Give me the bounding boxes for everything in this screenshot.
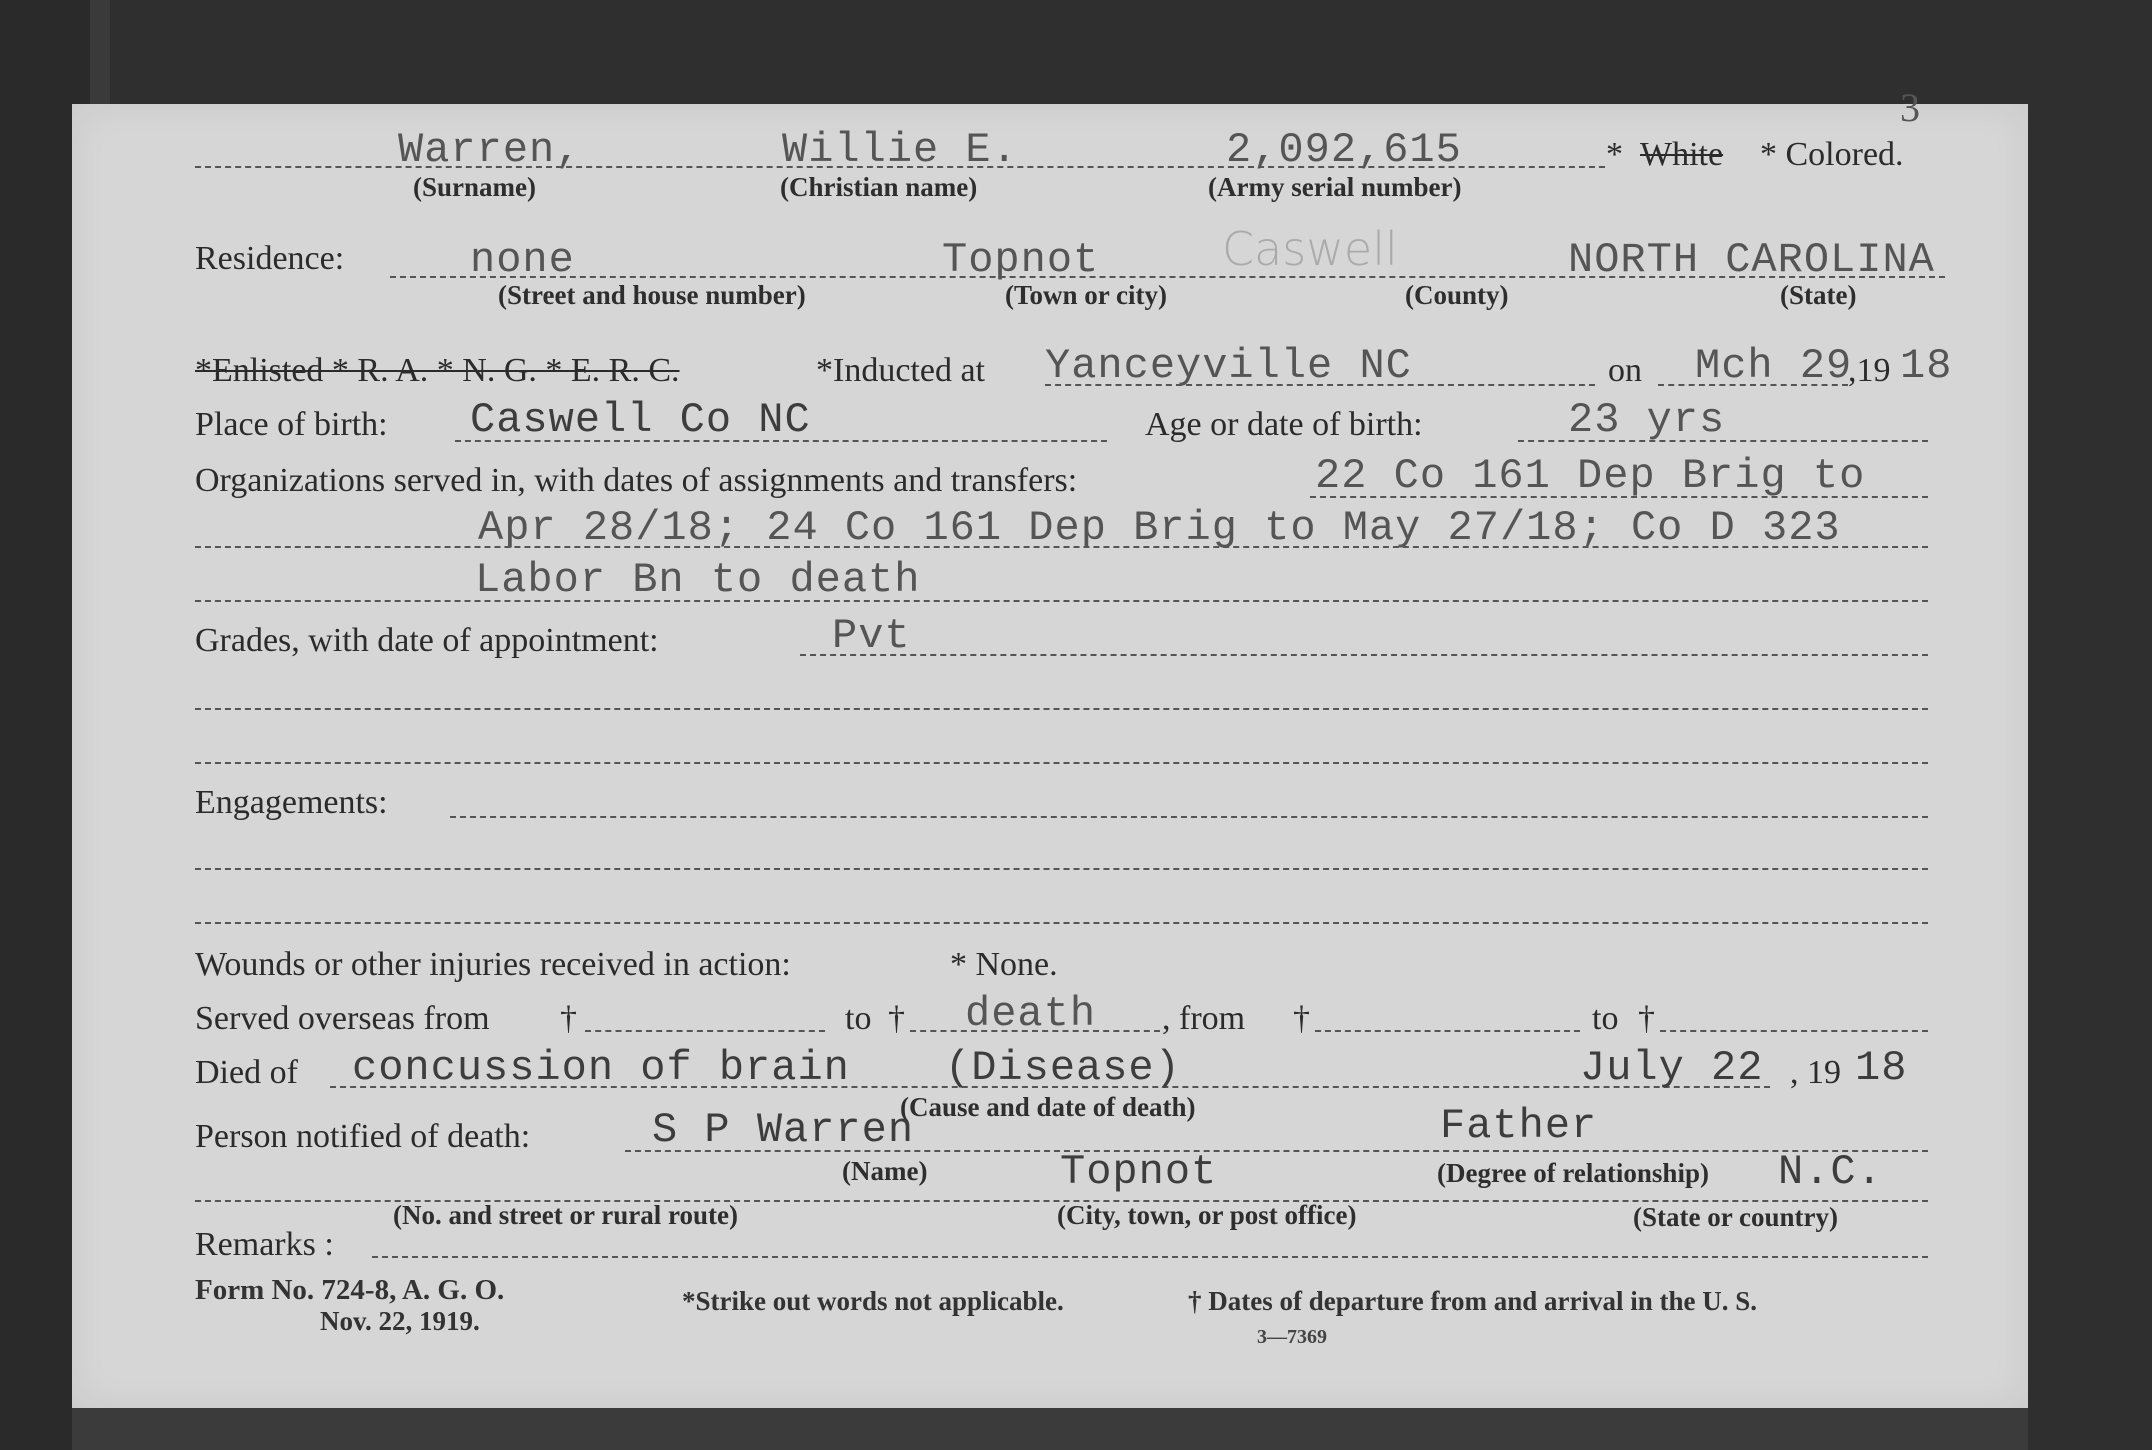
christian-name-caption: (Christian name) <box>780 172 978 202</box>
state-caption: (State) <box>1780 280 1857 310</box>
serial-number-caption: (Army serial number) <box>1208 172 1462 202</box>
enlisted-struck: *Enlisted * R. A. * N. G. * E. R. C. <box>195 352 680 389</box>
organizations-value-1: 22 Co 161 Dep Brig to <box>1315 452 1866 500</box>
grades-line-3 <box>195 762 1928 764</box>
wounds-value: * None. <box>950 946 1058 983</box>
residence-town-value: Topnot <box>942 236 1100 284</box>
overseas-to-value: death <box>965 990 1097 1038</box>
grades-label: Grades, with date of appointment: <box>195 622 659 659</box>
inducted-year-prefix: ,19 <box>1848 352 1891 389</box>
remarks-label: Remarks : <box>195 1226 334 1263</box>
notified-state-caption: (State or country) <box>1633 1202 1838 1232</box>
serial-number-value: 2,092,615 <box>1226 126 1462 174</box>
inducted-place-value: Yanceyville NC <box>1045 342 1412 390</box>
death-year-prefix: , 19 <box>1790 1054 1841 1091</box>
dagger-note: † Dates of departure from and arrival in the U. S. <box>1188 1286 1757 1316</box>
grades-value: Pvt <box>832 612 911 660</box>
overseas-to-label: to <box>845 1000 872 1037</box>
notified-name-caption: (Name) <box>842 1156 928 1186</box>
relationship-caption: (Degree of relationship) <box>1437 1158 1709 1188</box>
notified-state-value: N.C. <box>1778 1148 1883 1196</box>
residence-label: Residence: <box>195 240 345 277</box>
died-of-label: Died of <box>195 1054 298 1091</box>
christian-name-value: Willie E. <box>782 126 1018 174</box>
birth-place-value: Caswell Co NC <box>470 396 811 444</box>
print-code: 3—7369 <box>1257 1326 1327 1348</box>
notified-street-caption: (No. and street or rural route) <box>393 1200 738 1230</box>
notified-relationship-value: Father <box>1440 1102 1598 1150</box>
remarks-line <box>372 1256 1928 1258</box>
overseas-from2-label: , from <box>1162 1000 1246 1037</box>
strike-note: *Strike out words not applicable. <box>682 1286 1064 1316</box>
overseas-to2-label: to <box>1592 1000 1619 1037</box>
age-label: Age or date of birth: <box>1145 406 1423 443</box>
organizations-value-3: Labor Bn to death <box>475 556 921 604</box>
engagements-line-1 <box>450 816 1928 818</box>
grades-line-2 <box>195 708 1928 710</box>
race-colored: * Colored. <box>1760 136 1904 173</box>
county-caption: (County) <box>1405 280 1509 310</box>
organizations-line-3 <box>195 600 1928 602</box>
birth-place-label: Place of birth: <box>195 406 388 443</box>
race-white-struck: White <box>1640 136 1724 173</box>
street-caption: (Street and house number) <box>498 280 806 310</box>
residence-state-value: NORTH CAROLINA <box>1568 236 1935 284</box>
wounds-label: Wounds or other injuries received in action: <box>195 946 791 983</box>
overseas-dagger-3: † <box>1293 1000 1310 1037</box>
grades-line-1 <box>800 654 1928 656</box>
notified-name-value: S P Warren <box>652 1106 915 1154</box>
engagements-label: Engagements: <box>195 784 388 821</box>
notified-label: Person notified of death: <box>195 1118 531 1155</box>
form-number: Form No. 724-8, A. G. O. <box>195 1274 505 1306</box>
corner-mark: 3 <box>1900 85 1920 130</box>
death-date-value: July 22 <box>1580 1044 1764 1092</box>
notified-city-caption: (City, town, or post office) <box>1057 1200 1357 1230</box>
overseas-dagger-1: † <box>560 1000 577 1037</box>
death-year-value: 18 <box>1855 1044 1908 1092</box>
death-caption: (Cause and date of death) <box>900 1092 1196 1122</box>
engagements-line-2 <box>195 868 1928 870</box>
death-cause-value: concussion of brain <box>352 1044 850 1092</box>
death-type-value: (Disease) <box>945 1044 1181 1092</box>
inducted-year-value: 18 <box>1900 342 1953 390</box>
notified-city-value: Topnot <box>1060 1148 1218 1196</box>
engagements-line-3 <box>195 922 1928 924</box>
age-value: 23 yrs <box>1568 396 1726 444</box>
residence-county-value: Caswell <box>1222 222 1398 276</box>
town-caption: (Town or city) <box>1005 280 1167 310</box>
residence-street-value: none <box>470 236 575 284</box>
overseas-dagger-4: † <box>1638 1000 1655 1037</box>
overseas-dagger-2: † <box>888 1000 905 1037</box>
form-date: Nov. 22, 1919. <box>320 1306 480 1336</box>
background-bottom <box>72 1408 2028 1450</box>
organizations-label: Organizations served in, with dates of assignments and transfers: <box>195 462 1078 499</box>
organizations-value-2: Apr 28/18; 24 Co 161 Dep Brig to May 27/18; Co D 323 <box>478 504 1841 552</box>
inducted-date-value: Mch 29 <box>1695 342 1853 390</box>
surname-caption: (Surname) <box>413 172 536 202</box>
overseas-from-label: Served overseas from <box>195 1000 490 1037</box>
overseas-to2-line <box>1660 1030 1928 1032</box>
overseas-from2-line <box>1315 1030 1580 1032</box>
surname-value: Warren, <box>398 126 582 174</box>
race-star: * <box>1606 136 1623 173</box>
inducted-label: *Inducted at <box>816 352 985 389</box>
overseas-from-line <box>585 1030 825 1032</box>
on-label: on <box>1608 352 1642 389</box>
